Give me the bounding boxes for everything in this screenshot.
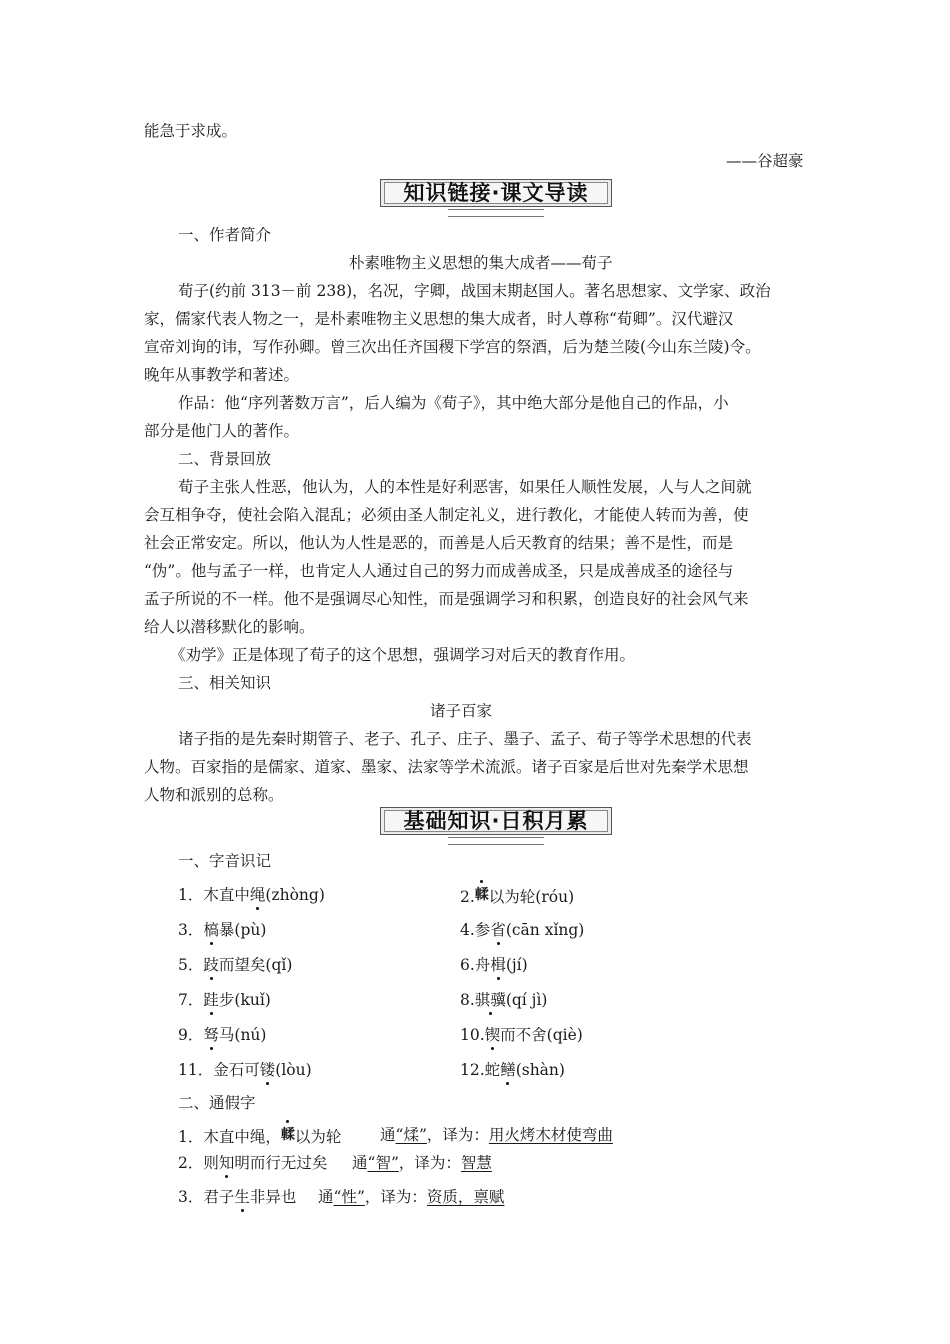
item-number: 5． (178, 956, 204, 974)
item-pinyin: 暴(pù) (218, 921, 267, 939)
emphasized-char: 骐骥 (474, 991, 506, 1009)
item-text: 蛇 (484, 1061, 501, 1079)
item-number: 3． (178, 921, 204, 939)
tongjia-sentence (178, 1153, 327, 1173)
item-pinyin: (cān xǐng) (505, 921, 585, 939)
tongjia-meaning: 资质，禀赋 (426, 1188, 505, 1206)
sentence-text: 以为轮 (294, 1128, 342, 1146)
item-pinyin: 以为轮(róu) (488, 888, 575, 906)
pronunciation-item (178, 920, 266, 940)
item-pinyin: (zhòng) (265, 886, 325, 904)
pronunciation-item (178, 955, 292, 975)
item-number: 2. (460, 888, 475, 906)
item-number: 1． (178, 886, 204, 904)
item-pinyin: 马(nú) (218, 1026, 267, 1044)
item-pinyin: (shàn) (515, 1061, 565, 1079)
tongjia-char: “性” (333, 1188, 365, 1206)
sentence-text: 非异也 (249, 1188, 297, 1206)
heading-tongjia: 二、通假字 (178, 1094, 256, 1112)
tongjia-char: “煣” (395, 1126, 427, 1144)
paragraph-line: 人物和派别的总称。 (144, 786, 284, 804)
continued-text: 能急于求成。 (144, 122, 238, 140)
emphasized-char: 槁 (203, 921, 219, 939)
pronunciation-item (460, 920, 584, 940)
item-pinyin: (qí jì) (505, 991, 548, 1009)
pronunciation-item (178, 885, 325, 905)
emphasized-char: 鳝 (500, 1061, 516, 1079)
emphasized-char: 楫 (490, 956, 506, 974)
emphasized-char: 跂 (203, 956, 219, 974)
item-number: 4. (460, 921, 475, 939)
pronunciation-item (460, 1060, 565, 1080)
emphasized-char: 锲 (484, 1026, 501, 1044)
tongjia-sentence (178, 1187, 296, 1207)
paragraph-line: 荀子(约前 313－前 238)，名况，字卿，战国末期赵国人。著名思想家、文学家、政治 (178, 282, 771, 300)
heading-pronunciation: 一、字音识记 (178, 852, 272, 870)
emphasized-char: 輮 (474, 887, 489, 903)
emphasized-char: 知 (218, 1154, 235, 1172)
pronunciation-item (460, 955, 528, 975)
heading-related: 三、相关知识 (178, 674, 272, 692)
item-pinyin: 而望矣(qǐ) (218, 956, 293, 974)
pronunciation-item (460, 990, 547, 1010)
sentence-text: 明而行无过矣 (234, 1154, 328, 1172)
banner-title: 知识链接·课文导读 (403, 181, 589, 205)
paragraph-line: 晚年从事教学和著述。 (144, 366, 300, 384)
pronunciation-item (178, 1025, 266, 1045)
item-number: 12. (460, 1061, 485, 1079)
item-number: 10. (460, 1026, 485, 1044)
emphasized-char: 生 (234, 1188, 250, 1206)
attribution: ——谷超豪 (726, 152, 804, 170)
item-number: 8. (460, 991, 475, 1009)
emphasized-char: 省 (490, 921, 506, 939)
pronunciation-item (460, 885, 574, 907)
item-pinyin: 而不舍(qiè) (500, 1026, 583, 1044)
paragraph-line: “伪”。他与孟子一样，也肯定人人通过自己的努力而成善成圣，只是成善成圣的途径与 (144, 562, 734, 580)
paragraph-line: 社会正常安定。所以，他认为人性是恶的，而善是人后天教育的结果；善不是性，而是 (144, 534, 734, 552)
tong-label: 通 (352, 1154, 368, 1172)
paragraph-line: 会互相争夺，使社会陷入混乱；必须由圣人制定礼义，进行教化，才能使人转而为善，使 (144, 506, 749, 524)
tongjia-answer (352, 1153, 492, 1173)
tongjia-sentence (178, 1125, 341, 1147)
emphasized-char: 驽 (203, 1026, 219, 1044)
translate-label: ，译为： (398, 1154, 461, 1172)
emphasized-char: 跬 (203, 991, 219, 1009)
tongjia-char: “智” (367, 1154, 399, 1172)
item-pinyin: (jí) (505, 956, 528, 974)
section-banner-knowledge (380, 179, 612, 219)
item-number: 9． (178, 1026, 204, 1044)
pronunciation-item (460, 1025, 583, 1045)
item-text: 参 (474, 921, 491, 939)
paragraph-line: 部分是他门人的著作。 (144, 422, 300, 440)
sentence-text: 3．君子 (178, 1188, 235, 1206)
tongjia-meaning: 用火烤木材使弯曲 (488, 1126, 613, 1144)
item-number: 7． (178, 991, 204, 1009)
paragraph-line: 荀子主张人性恶，他认为，人的本性是好利恶害，如果任人顺性发展，人与人之间就 (178, 478, 752, 496)
sentence-text: 2．则 (178, 1154, 219, 1172)
tongjia-meaning: 智慧 (460, 1154, 492, 1172)
heading-background: 二、背景回放 (178, 450, 272, 468)
paragraph-line: 人物。百家指的是儒家、道家、墨家、法家等学术流派。诸子百家是后世对先秦学术思想 (144, 758, 749, 776)
paragraph-line: 孟子所说的不一样。他不是强调尽心知性，而是强调学习和积累，创造良好的社会风气来 (144, 590, 749, 608)
subtitle-zhuzi: 诸子百家 (430, 702, 493, 720)
tongjia-answer (380, 1125, 613, 1145)
tongjia-answer (318, 1187, 504, 1207)
banner-title: 基础知识·日积月累 (403, 809, 589, 833)
item-pinyin: (lòu) (275, 1061, 312, 1079)
pronunciation-item (178, 990, 271, 1010)
paragraph-line: 家，儒家代表人物之一，是朴素唯物主义思想的集大成者，时人尊称“荀卿”。汉代避汉 (144, 310, 734, 328)
emphasized-char: 绳 (249, 886, 266, 904)
heading-author: 一、作者简介 (178, 226, 272, 244)
tong-label: 通 (318, 1188, 334, 1206)
subtitle-xunzi: 朴素唯物主义思想的集大成者——荀子 (349, 254, 613, 272)
item-text: 舟 (474, 956, 491, 974)
paragraph-line: 《劝学》正是体现了荀子的这个思想，强调学习对后天的教育作用。 (170, 646, 636, 664)
section-banner-basics (380, 807, 612, 847)
paragraph-line: 宣帝刘询的讳，写作孙卿。曾三次出任齐国稷下学宫的祭酒，后为楚兰陵(今山东兰陵)令。 (144, 338, 761, 356)
item-number: 6. (460, 956, 475, 974)
item-pinyin: 步(kuǐ) (218, 991, 271, 1009)
item-text: 木直中 (203, 886, 250, 904)
item-text: 金石可 (213, 1061, 260, 1079)
translate-label: ，译为： (426, 1126, 489, 1144)
emphasized-char: 镂 (259, 1061, 276, 1079)
paragraph-line: 诸子指的是先秦时期管子、老子、孔子、庄子、墨子、孟子、荀子等学术思想的代表 (178, 730, 752, 748)
pronunciation-item (178, 1060, 312, 1080)
paragraph-line: 给人以潜移默化的影响。 (144, 618, 315, 636)
paragraph-line: 作品：他“序列著数万言”，后人编为《荀子》，其中绝大部分是他自己的作品，小 (178, 394, 729, 412)
sentence-text: 1．木直中绳， (178, 1128, 281, 1146)
item-number: 11． (178, 1061, 214, 1079)
emphasized-char: 輮 (280, 1127, 295, 1143)
translate-label: ，译为： (364, 1188, 427, 1206)
tong-label: 通 (380, 1126, 396, 1144)
